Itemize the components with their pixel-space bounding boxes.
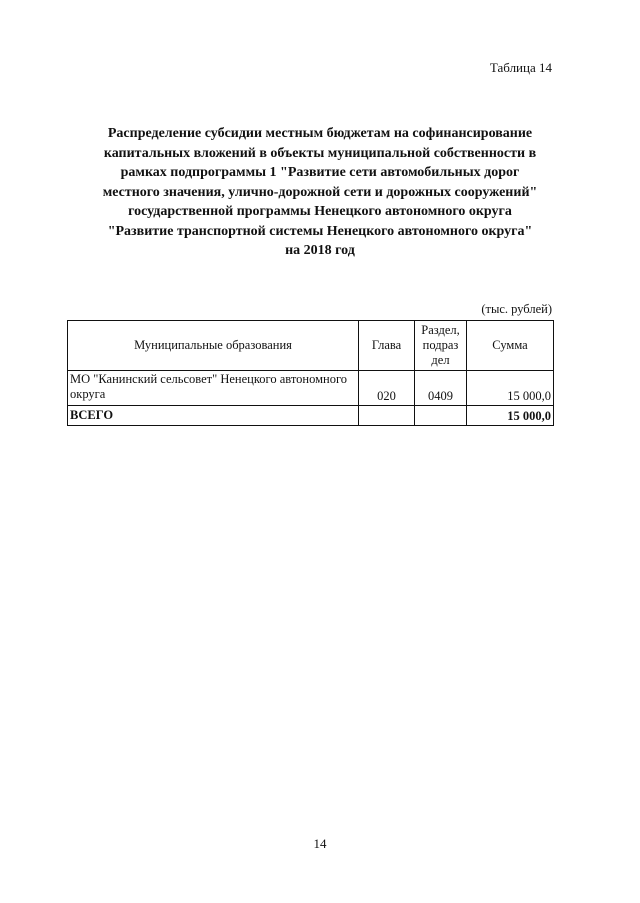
- cell-section: 0409: [415, 371, 467, 406]
- table-number-label: Таблица 14: [489, 60, 552, 75]
- header-municipality: Муниципальные образования: [68, 321, 359, 371]
- header-amount: Сумма: [467, 321, 554, 371]
- page-number: 14: [313, 836, 327, 851]
- title-line: капитальных вложений в объекты муниципальной собственности в: [103, 145, 537, 161]
- table-header-row: [68, 321, 554, 371]
- total-label: ВСЕГО: [68, 406, 359, 426]
- title-line: Распределение субсидии местным бюджетам на софинансирование: [107, 126, 533, 141]
- title-line: местного значения, улично-дорожной сети и дорожных сооружений": [102, 184, 538, 200]
- title-line: "Развитие транспортной системы Ненецкого автономного округа": [107, 223, 533, 239]
- total-chapter-empty: [359, 406, 415, 426]
- cell-chapter: 020: [359, 371, 415, 406]
- title-line: на 2018 год: [285, 243, 355, 258]
- total-row: [68, 406, 554, 426]
- header-section: [415, 321, 467, 371]
- header-chapter: Глава: [359, 321, 415, 371]
- subsidy-table: [67, 320, 554, 426]
- units-note: (тыс. рублей): [481, 302, 552, 316]
- total-section-empty: [415, 406, 467, 426]
- document-title: [60, 124, 580, 261]
- cell-amount: 15 000,0: [467, 371, 554, 406]
- header-section-line: подраз: [422, 338, 459, 352]
- total-amount: 15 000,0: [467, 406, 554, 426]
- cell-municipality: МО "Канинский сельсовет" Ненецкого автономного округа: [68, 371, 359, 406]
- header-section-line: дел: [431, 353, 450, 367]
- title-line: рамках подпрограммы 1 "Развитие сети автомобильных дорог: [120, 165, 520, 180]
- table-row: [68, 371, 554, 406]
- header-section-line: Раздел,: [421, 323, 460, 337]
- title-line: государственной программы Ненецкого автономного округа: [128, 204, 512, 219]
